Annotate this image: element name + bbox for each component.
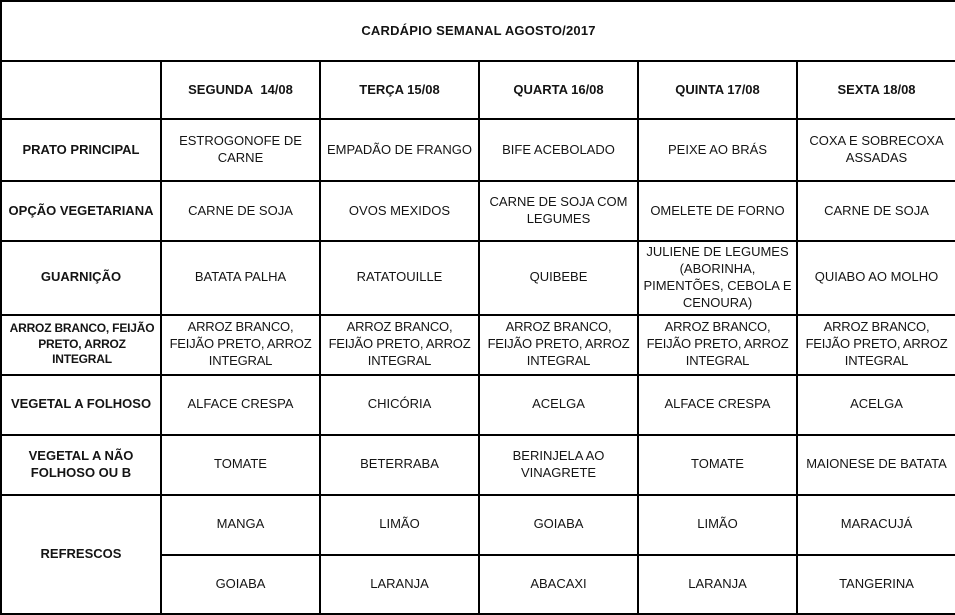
menu-cell: OMELETE DE FORNO <box>638 181 797 241</box>
menu-cell: MANGA <box>161 495 320 555</box>
menu-cell: ARROZ BRANCO, FEIJÃO PRETO, ARROZ INTEGRAL <box>320 315 479 375</box>
menu-cell: ACELGA <box>797 375 955 435</box>
menu-cell: LARANJA <box>320 555 479 614</box>
menu-cell: TANGERINA <box>797 555 955 614</box>
menu-cell: CHICÓRIA <box>320 375 479 435</box>
menu-cell: MAIONESE DE BATATA <box>797 435 955 495</box>
menu-cell: ARROZ BRANCO, FEIJÃO PRETO, ARROZ INTEGRAL <box>161 315 320 375</box>
row-label: VEGETAL A NÃO FOLHOSO OU B <box>1 435 161 495</box>
header-row <box>1 61 955 119</box>
menu-cell: ESTROGONOFE DE CARNE <box>161 119 320 181</box>
menu-cell: ABACAXI <box>479 555 638 614</box>
menu-cell: TOMATE <box>161 435 320 495</box>
row-label: GUARNIÇÃO <box>1 241 161 315</box>
menu-cell: LIMÃO <box>638 495 797 555</box>
menu-cell: GOIABA <box>161 555 320 614</box>
row-label: PRATO PRINCIPAL <box>1 119 161 181</box>
menu-cell: CARNE DE SOJA COM LEGUMES <box>479 181 638 241</box>
row-label: ARROZ BRANCO, FEIJÃO PRETO, ARROZ INTEGRAL <box>1 315 161 375</box>
row-label: REFRESCOS <box>1 495 161 614</box>
row-arroz-feijao <box>1 315 955 375</box>
menu-cell: BATATA PALHA <box>161 241 320 315</box>
menu-title: CARDÁPIO SEMANAL AGOSTO/2017 <box>1 1 955 61</box>
menu-cell: MARACUJÁ <box>797 495 955 555</box>
row-opcao-vegetariana <box>1 181 955 241</box>
menu-cell: LARANJA <box>638 555 797 614</box>
menu-cell: GOIABA <box>479 495 638 555</box>
menu-cell: BETERRABA <box>320 435 479 495</box>
menu-cell: CARNE DE SOJA <box>161 181 320 241</box>
row-label: VEGETAL A FOLHOSO <box>1 375 161 435</box>
menu-cell: PEIXE AO BRÁS <box>638 119 797 181</box>
menu-cell: QUIABO AO MOLHO <box>797 241 955 315</box>
day-header-sexta: SEXTA 18/08 <box>797 61 955 119</box>
menu-cell: EMPADÃO DE FRANGO <box>320 119 479 181</box>
day-header-quinta: QUINTA 17/08 <box>638 61 797 119</box>
menu-cell: ARROZ BRANCO, FEIJÃO PRETO, ARROZ INTEGRAL <box>638 315 797 375</box>
menu-cell: QUIBEBE <box>479 241 638 315</box>
menu-cell: BIFE ACEBOLADO <box>479 119 638 181</box>
menu-cell: RATATOUILLE <box>320 241 479 315</box>
menu-cell: JULIENE DE LEGUMES (ABORINHA, PIMENTÕES, CEBOLA E CENOURA) <box>638 241 797 315</box>
row-prato-principal <box>1 119 955 181</box>
row-vegetal-folhoso <box>1 375 955 435</box>
menu-cell: CARNE DE SOJA <box>797 181 955 241</box>
menu-cell: LIMÃO <box>320 495 479 555</box>
day-header-quarta: QUARTA 16/08 <box>479 61 638 119</box>
row-vegetal-nao-folhoso <box>1 435 955 495</box>
row-label: OPÇÃO VEGETARIANA <box>1 181 161 241</box>
day-header-segunda: SEGUNDA 14/08 <box>161 61 320 119</box>
menu-cell: BERINJELA AO VINAGRETE <box>479 435 638 495</box>
menu-cell: ARROZ BRANCO, FEIJÃO PRETO, ARROZ INTEGRAL <box>797 315 955 375</box>
menu-cell: ALFACE CRESPA <box>638 375 797 435</box>
row-refrescos-1 <box>1 495 955 555</box>
corner-cell <box>1 61 161 119</box>
menu-cell: COXA E SOBRECOXA ASSADAS <box>797 119 955 181</box>
menu-cell: ALFACE CRESPA <box>161 375 320 435</box>
menu-cell: TOMATE <box>638 435 797 495</box>
day-header-terca: TERÇA 15/08 <box>320 61 479 119</box>
menu-cell: OVOS MEXIDOS <box>320 181 479 241</box>
row-guarnicao <box>1 241 955 315</box>
title-row <box>1 1 955 61</box>
menu-cell: ARROZ BRANCO, FEIJÃO PRETO, ARROZ INTEGRAL <box>479 315 638 375</box>
menu-cell: ACELGA <box>479 375 638 435</box>
